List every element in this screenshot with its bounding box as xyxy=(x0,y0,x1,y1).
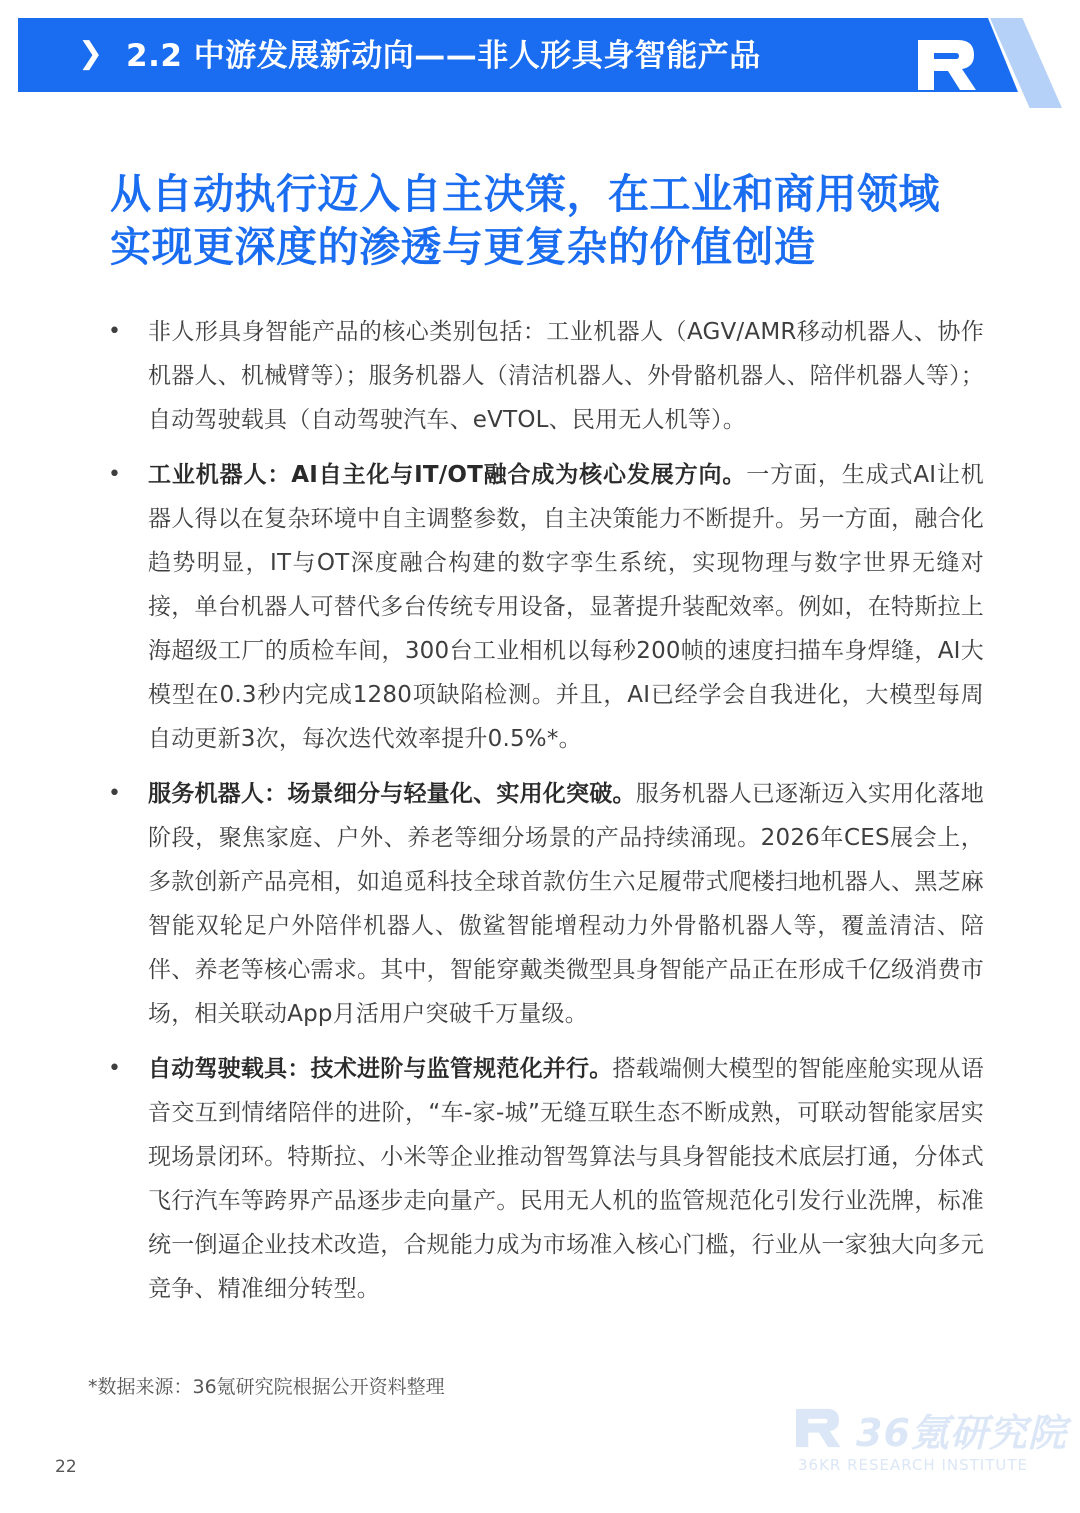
list-item-text: 搭载端侧大模型的智能座舱实现从语音交互到情绪陪伴的进阶，“车-家-城”无缝互联生态不断成熟，可联动智能家居实现场景闭环。特斯拉、小米等企业推动智驾算法与具身智能技术底层打通，分体式飞行汽车等跨界产品逐步走向量产。民用无人机的监管规范化引发行业洗牌，标准统一倒逼企业技术改造，合规能力成为市场准入核心门槛，行业从一家独大向多元竞争、精准细分转型。 xyxy=(148,1056,985,1302)
list-item-text: 非人形具身智能产品的核心类别包括：工业机器人（AGV/AMR移动机器人、协作机器人、机械臂等）；服务机器人（清洁机器人、外骨骼机器人、陪伴机器人等）；自动驾驶载具（自动驾驶汽车、eVTOL、民用无人机等）。 xyxy=(148,319,984,433)
list-item xyxy=(104,310,984,442)
bullet-list xyxy=(104,310,984,1322)
list-item-lead: 自动驾驶载具：技术进阶与监管规范化并行。 xyxy=(148,1056,613,1082)
watermark-brand-en: 36KR RESEARCH INSTITUTE xyxy=(798,1456,1029,1474)
data-source-note: *数据来源：36氪研究院根据公开资料整理 xyxy=(88,1376,445,1398)
36kr-r-logo-icon xyxy=(918,40,978,90)
headline-line-1: 从自动执行迈入自主决策，在工业和商用领域 xyxy=(110,170,940,218)
bullet-icon: • xyxy=(108,781,122,806)
bullet-icon: • xyxy=(108,1056,122,1081)
page-headline xyxy=(110,168,990,274)
watermark-logo-icon xyxy=(796,1406,842,1450)
chevron-right-icon: ❯ xyxy=(78,36,104,71)
list-item-text: 一方面，生成式AI让机器人得以在复杂环境中自主调整参数，自主决策能力不断提升。另一方面，融合化趋势明显，IT与OT深度融合构建的数字孪生系统，实现物理与数字世界无缝对接，单台机器人可替代多台传统专用设备，显著提升装配效率。例如，在特斯拉上海超级工厂的质检车间，300台工业相机以每秒200帧的速度扫描车身焊缝，AI大模型在0.3秒内完成1280项缺陷检测。并且，AI已经学会自我进化，大模型每周自动更新3次，每次迭代效率提升0.5%*。 xyxy=(148,462,984,752)
section-title: 2.2 中游发展新动向——非人形具身智能产品 xyxy=(126,38,761,74)
headline-line-2: 实现更深度的渗透与更复杂的价值创造 xyxy=(110,223,816,271)
list-item xyxy=(104,453,984,761)
list-item xyxy=(104,1047,984,1311)
list-item-lead: 服务机器人：场景细分与轻量化、实用化突破。 xyxy=(148,781,636,807)
bullet-icon: • xyxy=(108,319,122,344)
list-item xyxy=(104,772,984,1036)
watermark-brand-cn: 36氪研究院 xyxy=(856,1411,1067,1455)
page-number: 22 xyxy=(55,1457,77,1477)
list-item-lead: 工业机器人：AI自主化与IT/OT融合成为核心发展方向。 xyxy=(148,462,747,488)
list-item-text: 服务机器人已逐渐迈入实用化落地阶段，聚焦家庭、户外、养老等细分场景的产品持续涌现。2026年CES展会上，多款创新产品亮相，如追觅科技全球首款仿生六足履带式爬楼扫地机器人、黑芝麻智能双轮足户外陪伴机器人、傲鲨智能增程动力外骨骼机器人等，覆盖清洁、陪伴、养老等核心需求。其中，智能穿戴类微型具身智能产品正在形成千亿级消费市场，相关联动App月活用户突破千万量级。 xyxy=(148,781,985,1027)
bullet-icon: • xyxy=(108,462,122,487)
